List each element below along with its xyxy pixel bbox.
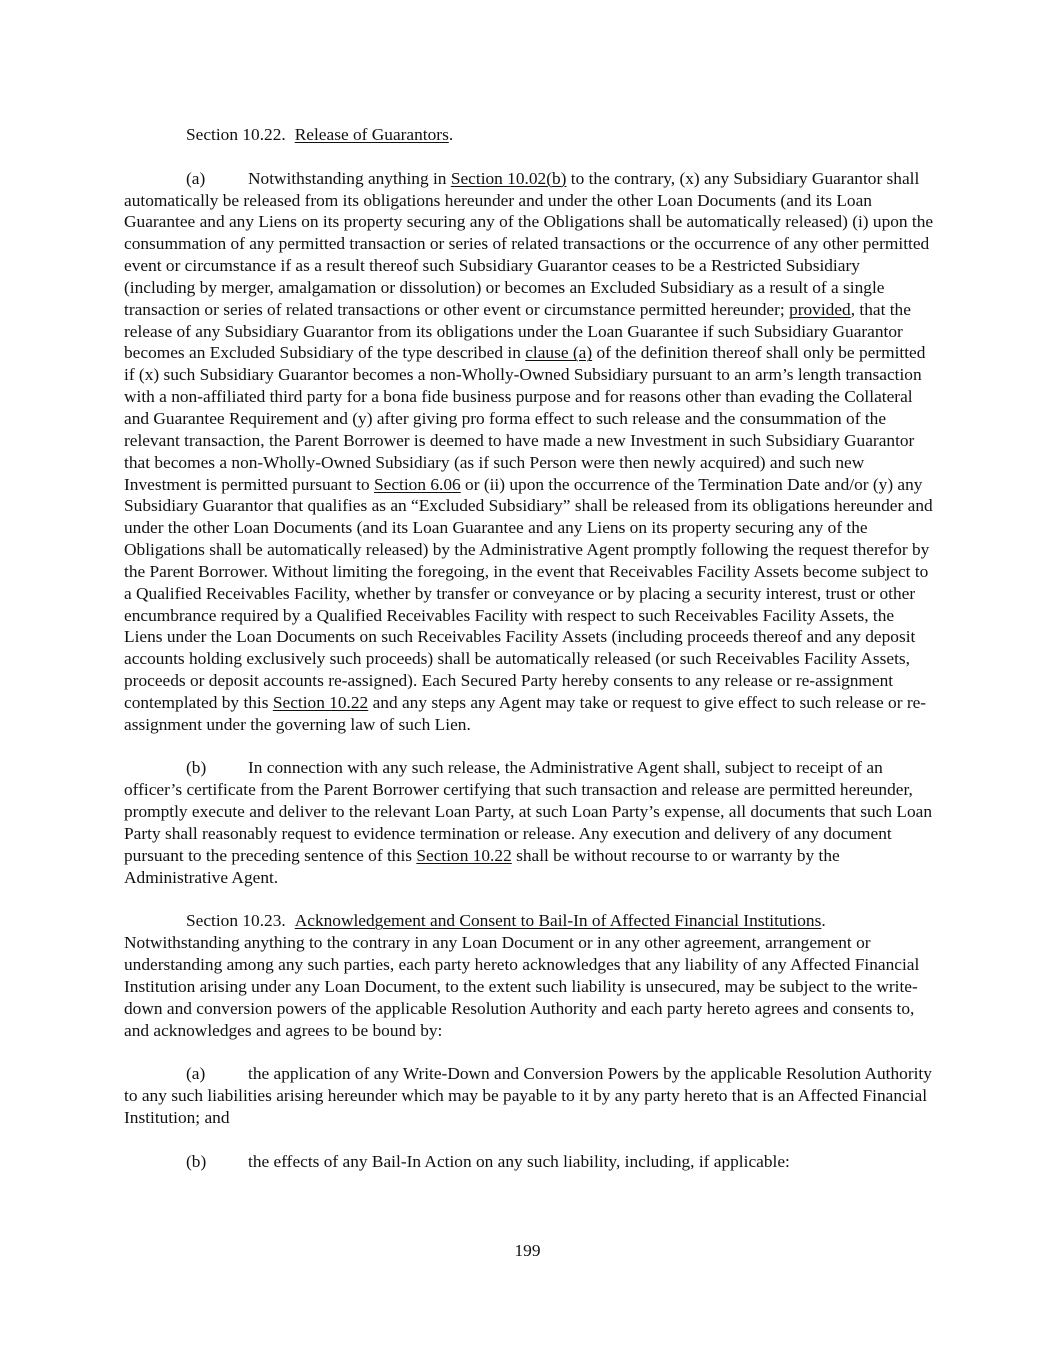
- section-number: Section 10.22.: [186, 125, 286, 144]
- section-number: Section 10.23.: [186, 911, 286, 931]
- section-title: Release of Guarantors: [294, 125, 449, 144]
- cross-reference: Section 10.02(b): [450, 168, 567, 188]
- section-10-23-paragraph-b: (b) the effects of any Bail-In Action on any such liability, including, if applicable:: [186, 1151, 790, 1171]
- section-10-22-paragraph-a: (a) Notwithstanding anything in Section 10.02(b) to the contrary, (x) any Subsidiary Guarantor shall automatically be released from its obligations hereunder and under the other Loan Documents (and its Loan Guarantee and any Liens on its property securing any of the Obligations shall be automatically released) (i) upon the consummation of any permitted transaction or series of related transactions or the occurrence of any other permitted event or circumstance if as a result thereof such Subsidiary Guarantor ceases to be a Restricted Subsidiary (including by merger, amalgamation or dissolution) or becomes an Excluded Subsidiary as a result of a single transaction or series of related transactions or other event or circumstance permitted hereunder; provided, that the release of any Subsidiary Guarantor from its obligations under the Loan Guarantee if such Subsidiary Guarantor becomes an Excluded Subsidiary of the type described in clause (a) of the definition thereof shall only be permitted if (x) such Subsidiary Guarantor becomes a non-Wholly-Owned Subsidiary pursuant to an arm’s length transaction with a non-affiliated third party for a bona fide business purpose and for reasons other than evading the Collateral and Guarantee Requirement and (y) after giving pro forma effect to such release and the consummation of the relevant transaction, the Parent Borrower is deemed to have made a new Investment in such Subsidiary Guarantor that becomes a non-Wholly-Owned Subsidiary (as if such Person were then newly acquired) and such new Investment is permitted pursuant to Section 6.06 or (ii) upon the occurrence of the Termination Date and/or (y) any Subsidiary Guarantor that qualifies as an “Excluded Subsidiary” shall be released from its obligations hereunder and under the other Loan Documents (and its Loan Guarantee and any Liens on its property securing any of the Obligations shall be automatically released) by the Administrative Agent promptly following the request therefor by the Parent Borrower. Without limiting the foregoing, in the event that Receivables Facility Assets become subject to a Qualified Receivables Facility, whether by transfer or conveyance or by placing a security interest, trust or other encumbrance required by a Qualified Receivables Facility with respect to such Receivables Facility Assets, the Liens under the Loan Documents on such Receivables Facility Assets (including proceeds thereof and any deposit accounts holding exclusively such proceeds) shall be automatically released (or such Receivables Facility Assets, proceeds or deposit accounts re-assigned). Each Secured Party hereby consents to any release or re-assignment contemplated by this Section 10.22 and any steps any Agent may take or request to give effect to such release or re-assignment under the governing law of such Lien.: [124, 168, 934, 734]
- defined-term: provided: [789, 299, 851, 319]
- paragraph-label: (a): [186, 1064, 206, 1084]
- cross-reference: clause (a): [525, 343, 593, 363]
- section-title: Acknowledgement and Consent to Bail-In of Affected Financial Institutions: [294, 911, 822, 931]
- paragraph-label: (b): [186, 758, 207, 778]
- section-10-22-paragraph-b: (b) In connection with any such release, the Administrative Agent shall, subject to receipt of an officer’s certificate from the Parent Borrower certifying that such transaction and release are permitted hereunder, promptly execute and deliver to the relevant Loan Party, at such Loan Party’s expense, all documents that such Loan Party shall reasonably request to evidence termination or release. Any execution and delivery of any document pursuant to the preceding sentence of this Section 10.22 shall be without recourse to or warranty by the Administrative Agent.: [124, 758, 932, 887]
- section-10-23-paragraph-a: (a) the application of any Write-Down and Conversion Powers by the applicable Resolution Authority to any such liabilities arising hereunder which may be payable to it by any party hereto that is an Affected Financial Institution; and: [124, 1064, 932, 1127]
- section-10-22-heading: Section 10.22. Release of Guarantors.: [186, 125, 454, 144]
- cross-reference: Section 10.22: [272, 692, 369, 712]
- cross-reference: Section 10.22: [416, 845, 512, 865]
- paragraph-label: (a): [186, 168, 206, 188]
- section-10-23-heading-and-intro: Section 10.23. Acknowledgement and Consent to Bail-In of Affected Financial Institutions. Notwithstanding anything to the contrary in any Loan Document or in any other agreement, arrangement or understanding among any such parties, each party hereto acknowledges that any liability of any Affected Financial Institution arising under any Loan Document, to the extent such liability is unsecured, may be subject to the write-down and conversion powers of the applicable Resolution Authority and each party hereto agrees and consents to, and acknowledges and agrees to be bound by:: [124, 911, 920, 1040]
- page-number: 199: [514, 1241, 541, 1260]
- cross-reference: Section 6.06: [374, 474, 461, 494]
- document-body: [124, 124, 934, 1173]
- section-intro: Notwithstanding anything to the contrary in any Loan Document or in any other agreement, arrangement or understanding among any such parties, each party hereto acknowledges that any liability of any Affected Financial Institution arising under any Loan Document, to the extent such liability is unsecured, may be subject to the write-down and conversion powers of the applicable Resolution Authority and each party hereto agrees and consents to, and acknowledges and agrees to be bound by:: [124, 933, 920, 1040]
- paragraph-label: (b): [186, 1151, 207, 1171]
